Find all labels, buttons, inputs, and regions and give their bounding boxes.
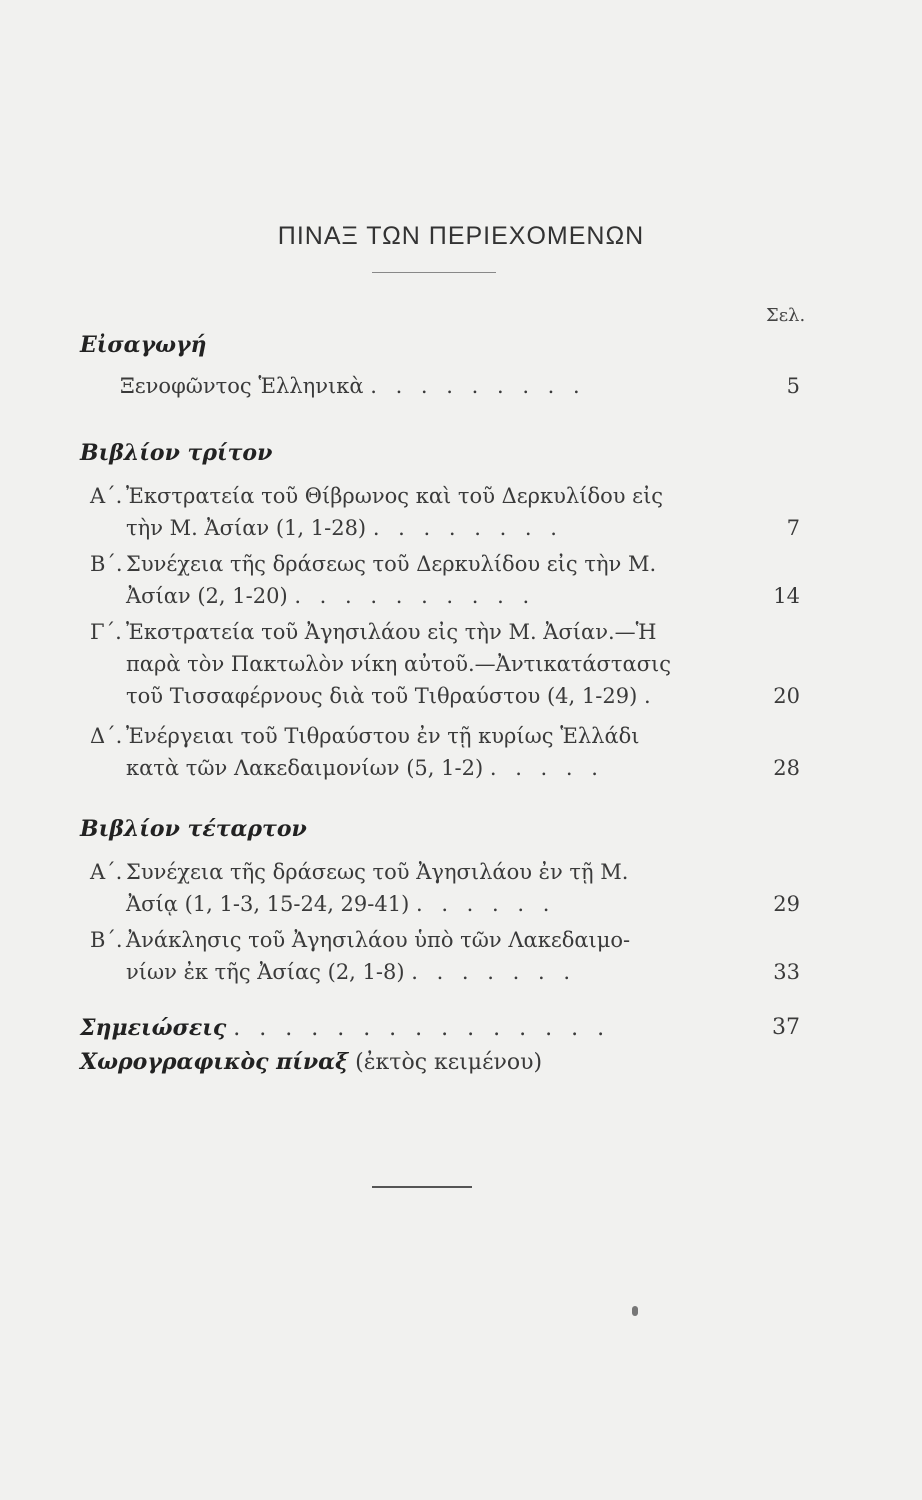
toc-entry-introduction (120, 370, 800, 402)
map-label: Χωρογραφικὸς πίναξ (80, 1049, 349, 1075)
entry-text-line: Ἀνάκλησις τοῦ Ἀγησιλάου ὑπὸ τῶν Λακεδαιμο- (126, 928, 631, 952)
section-heading-introduction: Εἰσαγωγή (80, 332, 207, 358)
map-suffix: (ἐκτὸς κειμένου) (355, 1050, 543, 1075)
entry-number: Δ΄. (90, 724, 123, 748)
entry-text-line: Συνέχεια τῆς δράσεως τοῦ Ἀγησιλάου ἐν τῇ Μ. (126, 860, 629, 884)
entry-number: Β΄. (90, 552, 123, 576)
entry-text-line: Ξενοφῶντος Ἑλληνικὰ (120, 374, 364, 398)
entry-number: Α΄. (90, 860, 123, 884)
entry-text-line: Ἀσίαν (2, 1-20) (126, 584, 288, 608)
toc-entry-book3-d (90, 720, 800, 784)
entry-number: Β΄. (90, 928, 123, 952)
entry-page-number: 20 (773, 684, 800, 708)
leader-dots: . . . . . . . . . (370, 374, 586, 398)
entry-text-line: τοῦ Τισσαφέρνους διὰ τοῦ Τιθραύστου (4, 1-29) (126, 684, 638, 708)
title-divider (372, 272, 496, 273)
section-heading-book-three: Βιβλίον τρίτον (80, 440, 273, 466)
entry-page-number: 14 (773, 584, 800, 608)
bottom-divider (372, 1186, 472, 1188)
toc-entry-notes (80, 1012, 800, 1045)
entry-text-line: Ἐκστρατεία τοῦ Ἀγησιλάου εἰς τὴν Μ. Ἀσίαν.—Ἡ (126, 620, 657, 644)
entry-text-line: Ἐνέργειαι τοῦ Τιθραύστου ἐν τῇ κυρίως Ἑλλάδι (126, 724, 640, 748)
leader-dots: . . . . . . . (411, 960, 577, 984)
leader-dots: . . . . . . (415, 892, 556, 916)
toc-entry-book4-b (90, 924, 800, 988)
toc-entry-book3-b (90, 548, 800, 612)
paper-speck (632, 1306, 638, 1316)
toc-entry-book4-a (90, 856, 800, 920)
leader-dots: . . . . . . . . (372, 516, 563, 540)
leader-dots: . . . . . . . . . . . . . . . (233, 1016, 611, 1041)
entry-page-number: 33 (773, 960, 800, 984)
entry-page-number: 37 (772, 1015, 800, 1040)
entry-text-line: κατὰ τῶν Λακεδαιμονίων (5, 1-2) (126, 756, 484, 780)
entry-text-line: νίων ἐκ τῆς Ἀσίας (2, 1-8) (126, 960, 405, 984)
page-title: ΠΙΝΑΞ ΤΩΝ ΠΕΡΙΕΧΟΜΕΝΩΝ (277, 222, 645, 250)
page-column-label: Σελ. (766, 305, 806, 326)
entry-text-line: Ἐκστρατεία τοῦ Θίβρωνος καὶ τοῦ Δερκυλίδου εἰς (126, 484, 664, 508)
toc-entry-map (80, 1046, 800, 1079)
entry-page-number: 5 (786, 374, 800, 398)
toc-entry-book3-a (90, 480, 800, 544)
toc-entry-book3-c (90, 616, 800, 712)
section-heading-book-four: Βιβλίον τέταρτον (80, 816, 307, 842)
leader-dots: . . . . . . . . . . (294, 584, 536, 608)
entry-number: Γ΄. (90, 620, 122, 644)
entry-text-line: Συνέχεια τῆς δράσεως τοῦ Δερκυλίδου εἰς τὴν Μ. (126, 552, 657, 576)
entry-text-line: Ἀσίᾳ (1, 1-3, 15-24, 29-41) (126, 892, 410, 916)
entry-page-number: 28 (773, 756, 800, 780)
leader-dots: . (643, 684, 657, 708)
notes-label: Σημειώσεις (80, 1015, 227, 1041)
entry-text-line: τὴν Μ. Ἀσίαν (1, 1-28) (126, 516, 367, 540)
entry-page-number: 7 (786, 516, 800, 540)
leader-dots: . . . . . (489, 756, 604, 780)
entry-number: Α΄. (90, 484, 123, 508)
entry-text-line: παρὰ τὸν Πακτωλὸν νίκη αὐτοῦ.—Ἀντικατάστασις (126, 652, 672, 676)
entry-page-number: 29 (773, 892, 800, 916)
